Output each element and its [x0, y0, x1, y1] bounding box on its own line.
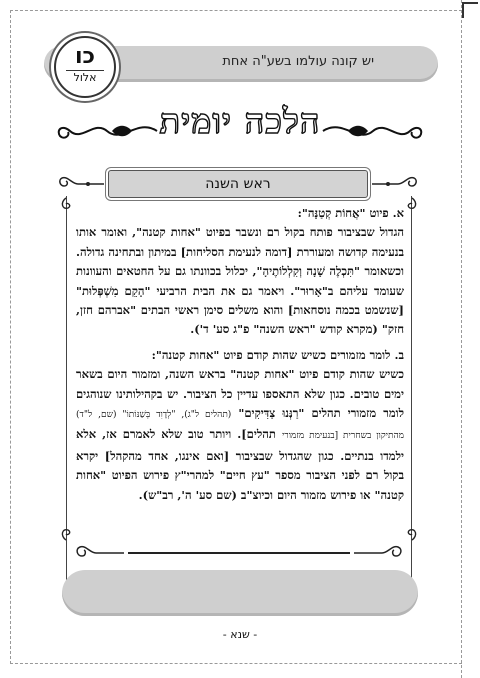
cut-line-right — [461, 0, 462, 678]
cut-line-top — [10, 10, 462, 11]
paragraph-b — [76, 346, 404, 505]
text-line: סימן ראשי הבתים "אברהם חזן, חזק" (מקרא קודש "ראש השנה" פ"ג — [76, 303, 404, 337]
text-line: אותו בנעימה קדושה ומעוררת [דומה לנעימת הסליחות] במיתון — [76, 225, 404, 259]
page-number: - שנא - — [222, 628, 258, 641]
header-subtitle: יש קונה עולמו בשע"ה אחת — [222, 54, 374, 69]
text-line: שבציבור [ואם אינגו, אחד מהקהל] יקרא בקול רם לפני הציבור מספר — [76, 448, 404, 483]
cut-line-left — [10, 10, 11, 664]
text-line: גם על החטאים והעוונות שעומד עליהם ב"אָרוּר". ויאמר גם את — [76, 264, 404, 298]
date-month: אלול — [66, 70, 104, 84]
paragraph-label: א. פיוט "אֲחוֹת קְטַנָּה": — [297, 206, 404, 220]
bottom-divider — [128, 552, 350, 554]
text-line: יש בקהילותינו שנוהגים לומר מזמורי תהלים "רַנְּנוּ צַדִּיקִים" — [76, 386, 404, 421]
text-line: סע' ד'). — [190, 322, 230, 337]
ornament-right-icon — [370, 172, 418, 196]
section-header — [108, 170, 368, 198]
text-line: "עץ חיים" למהרי"ץ פירוש הפיוט "אחות קטנה" או פירוש מזמור — [76, 468, 404, 502]
curl-bottom-left-icon — [58, 520, 80, 542]
text-line: הגדול שבציבור פותח בקול רם ונשבר בפיוט "אחות קטנה", ואומר — [101, 225, 404, 240]
date-badge — [54, 36, 116, 98]
text-line: היום וכיוצ"ב (שם סע' ה', רב"ש). — [138, 487, 297, 502]
curl-bottom-right-icon — [398, 520, 420, 542]
text-line: (תהלים ל"ג), "לְדָוִד בְּשַׁנּוֹתוֹ" (שם, ל"ד) מהתיקון בשחרית [בנעימת מזמורי — [76, 410, 404, 442]
text-line: הבית הרביעי "הָקֵם מִשְׁפְּלוּת" [שנשמט בכמה נוסחאות] והוא משלים — [76, 283, 404, 318]
text-line: תהלים]. ויותר טוב שלא לאמרם אז, אלא ילמדו בנתיים. כגון שהגדול — [76, 427, 404, 463]
page-title: הלכה יומית — [159, 102, 321, 142]
bottom-ornament-right-icon — [352, 543, 404, 563]
ornament-left-icon — [58, 172, 106, 196]
cut-line-bottom — [10, 663, 462, 664]
section-title: ראש השנה — [205, 176, 271, 192]
date-day: כו — [74, 44, 95, 69]
halacha-body — [76, 204, 404, 511]
bottom-ornament-left-icon — [74, 543, 126, 563]
flourish-right-icon — [318, 116, 428, 146]
text-line: היום בשאר ימים טובים. כגון שלא התאספו עדיין כל הציבור. — [76, 367, 404, 401]
text-line: ובתחינה גדולה. וכשאומר "תִּכְלֶה שָׁנָה וְקִלְלוֹתֶיהָ", יכלול בכוונתו — [76, 244, 404, 279]
paragraph-label: ב. לומר מזמורים כשיש שהות קודם פיוט "אחות קטנה": — [151, 347, 404, 362]
crop-mark — [462, 2, 478, 18]
footer-bar — [62, 570, 418, 616]
title-banner — [52, 102, 428, 152]
paragraph-a — [76, 204, 404, 340]
text-line: כשיש שהות קודם פיוט "אחות קטנה" בראש השנה, ומזמור — [131, 367, 404, 382]
